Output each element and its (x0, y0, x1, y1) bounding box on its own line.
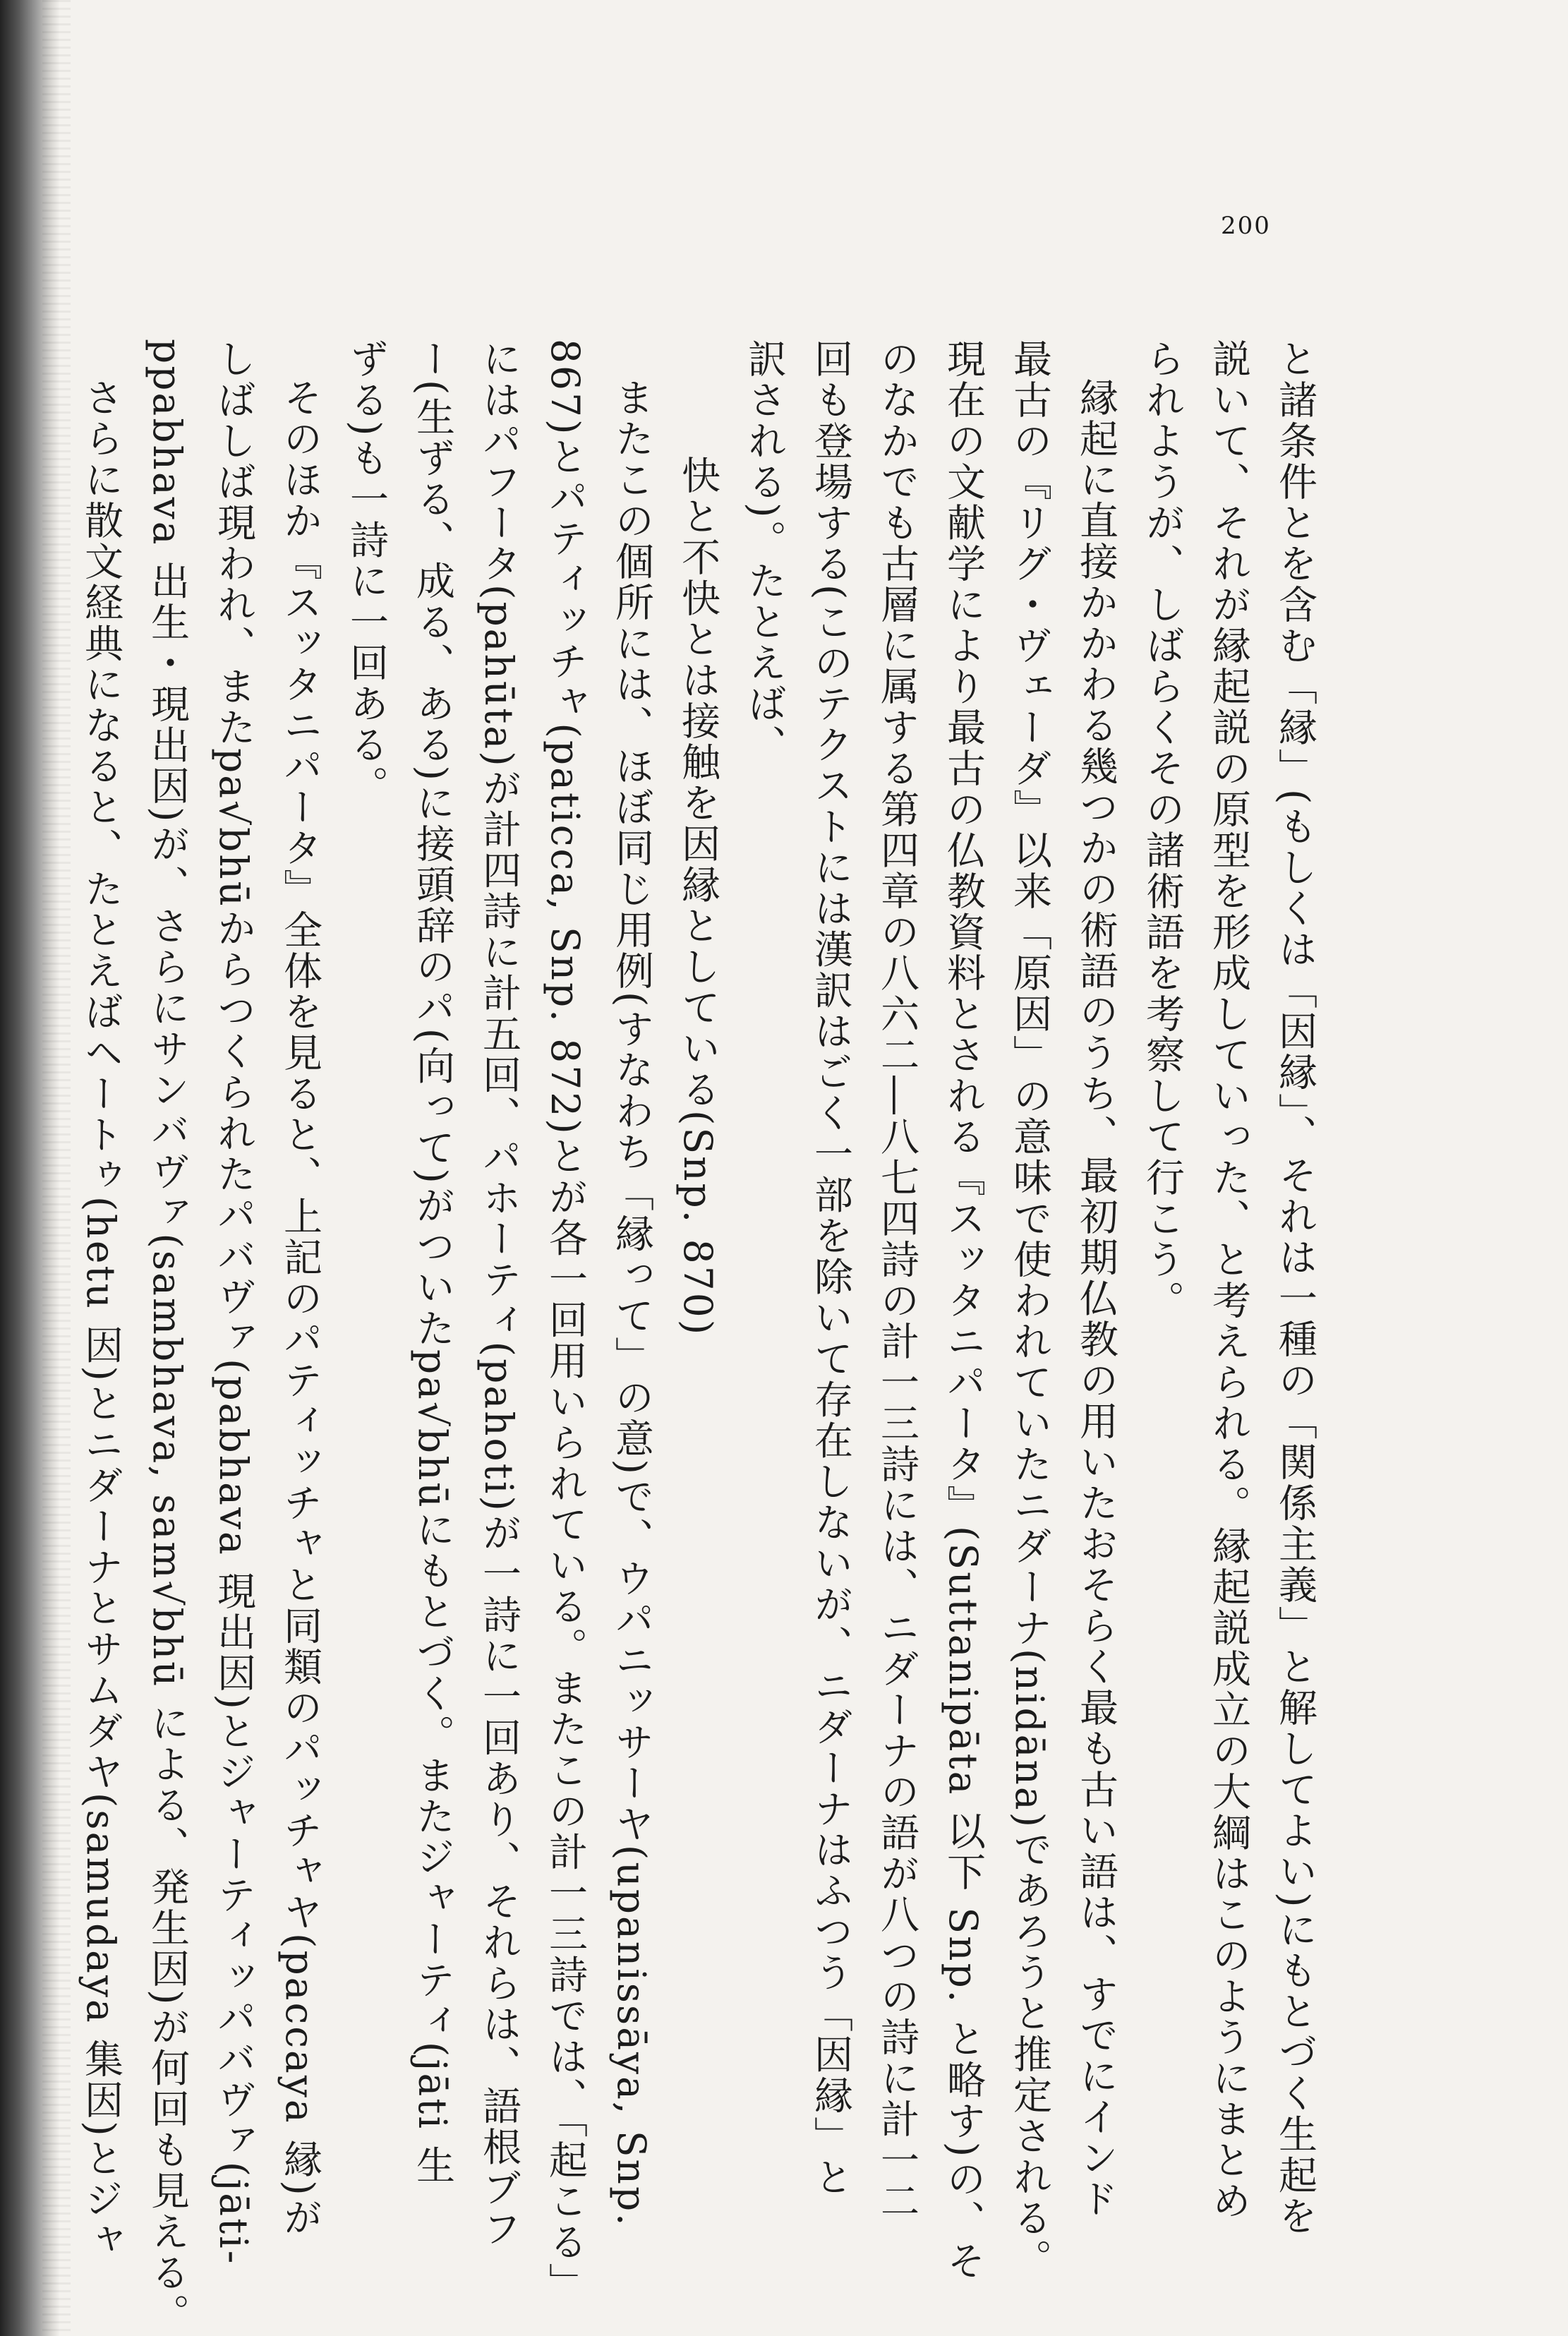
text-column: 説いて、それが縁起説の原型を形成していった、と考えられる。縁起説成立の大綱はこのようにまとめ (1206, 339, 1251, 2222)
text-column: にはパフータ(pahūta)が計四詩に計五回、パホーティ(pahoti)が一詩に一回あり、それらは、語根ブフ (476, 339, 521, 2250)
text-column: 最古の『リグ・ヴェーダ』以来「原因」の意味で使われていたニダーナ(nidāna)であろうと推定される。 (1007, 339, 1052, 2280)
text-column: しばしば現われ、またpa√bhūからつくられたパバヴァ(pabhava 現出因)とジャーティッパバヴァ(jāti- (211, 339, 256, 2266)
text-column: ー(生ずる、成る、ある)に接頭辞のパ(向って)がついたpa√bhūにもとづく。またジャーティ(jāti 生 (410, 339, 455, 2186)
text-column: ppabhava 出生・現出因)が、さらにサンバヴァ(sambhava, sam√bhū による、発生因)が何回も見える。 (145, 339, 190, 2335)
page-number: 200 (1221, 212, 1271, 240)
text-column: またこの個所には、ほぼ同じ用例(すなわち「縁って」の意)で、ウパニッサーヤ(upanissāya, Snp. (609, 378, 654, 2228)
text-column: 現在の文献学により最古の仏教資料とされる『スッタニパータ』(Suttanipāta 以下 Snp. と略す)の、そ (941, 339, 986, 2282)
text-column: 縁起に直接かかわる幾つかの術語のうち、最初期仏教の用いたおそらく最も古い語は、すでにインド (1073, 378, 1118, 2220)
body-text (68, 339, 1328, 2335)
text-column: さらに散文経典になると、たとえばヘートゥ(hetu 因)とニダーナとサムダヤ(samudaya 集因)とジャ (78, 378, 123, 2261)
text-column: られようが、しばらくその諸術語を考察して行こう。 (1140, 339, 1185, 1321)
scan-edge-noise (42, 0, 71, 2336)
text-column: 訳される)。たとえば、 (742, 339, 787, 766)
text-column: ずる)も一詩に一回ある。 (344, 339, 389, 807)
text-column: と諸条件とを含む「縁」(もしくは「因縁」、それは一種の「関係主義」と解してよい)にもとづく生起を (1272, 339, 1317, 2237)
text-column: 快と不快とは接触を因縁としている(Snp. 870) (675, 455, 720, 1337)
text-column: 867)とパティッチャ(paticca, Snp. 872)とが各一回用いられている。またこの計一三詩では、「起こる」 (543, 339, 588, 2304)
text-column: のなかでも古層に属する第四章の八六二―八七四詩の計一三詩には、ニダーナの語が八つの詩に計一二 (874, 339, 919, 2222)
text-column: そのほか『スッタニパータ』全体を見ると、上記のパティッチャと同類のパッチャヤ(paccaya 縁)が (277, 378, 322, 2239)
text-column: 回も登場する(このテクストには漢訳はごく一部を除いて存在しないが、ニダーナはふつう「因縁」と (808, 339, 853, 2198)
